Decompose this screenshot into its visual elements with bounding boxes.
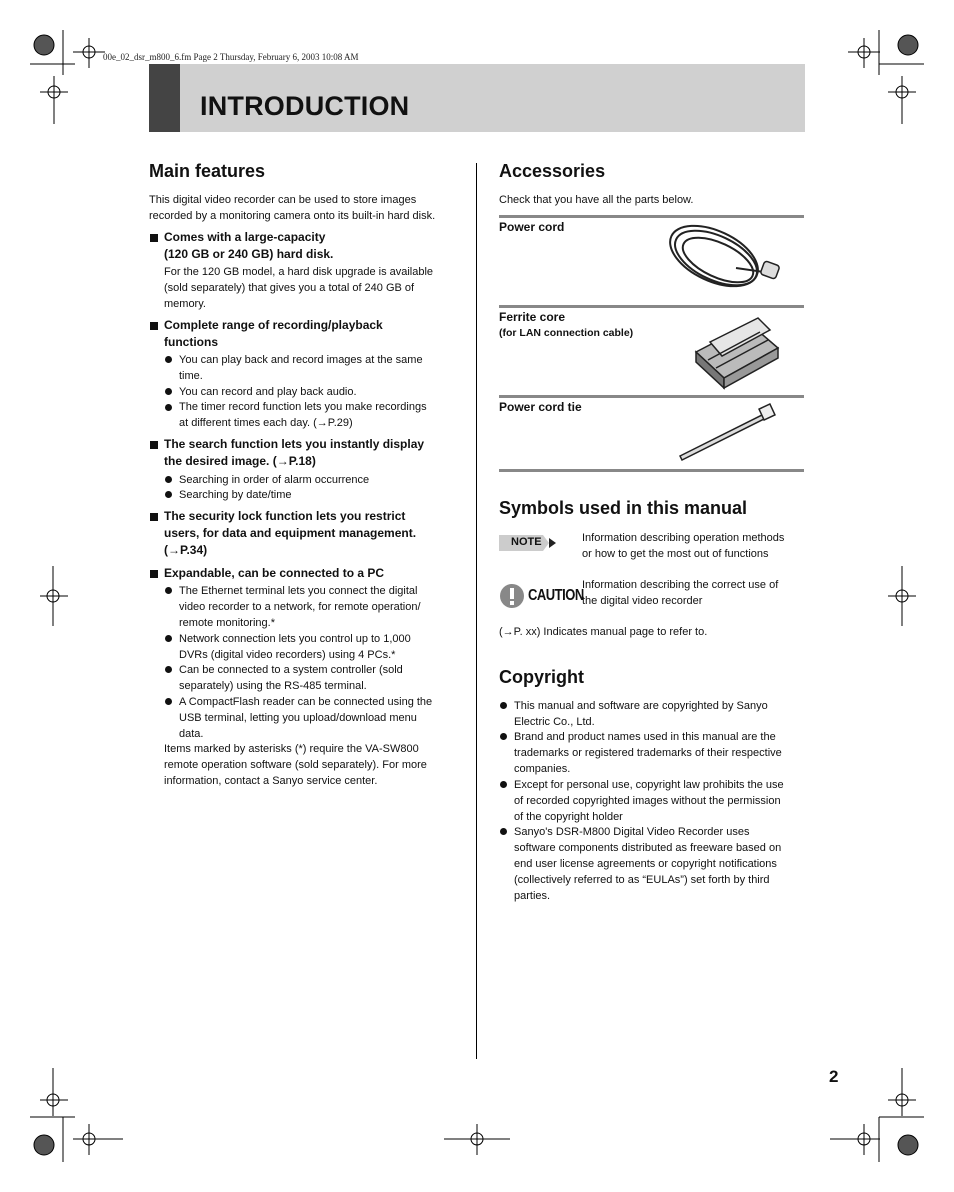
copyright-heading: Copyright: [499, 667, 584, 687]
note-description-line: Information describing operation methods: [582, 532, 785, 544]
caution-description-line: the digital video recorder: [582, 595, 703, 607]
copyright-line: Electric Co., Ltd.: [514, 716, 595, 728]
bullet-line: You can play back and record images at the same: [179, 354, 423, 366]
page-number: 2: [829, 1067, 839, 1086]
caution-badge: [499, 583, 584, 611]
bullet-line: data.: [179, 728, 204, 740]
bullet-dot-icon: [165, 388, 172, 395]
bullet-line: at different times each day. (→P.29): [179, 417, 353, 429]
bullet-line: The timer record function lets you make recordings: [179, 401, 427, 413]
asterisk-note: [164, 741, 427, 789]
copyright-line: companies.: [514, 763, 571, 775]
note-badge: [499, 535, 557, 551]
copyright-line: trademarks or registered trademarks of their respective: [514, 747, 782, 759]
bullet-dot-icon: [165, 404, 172, 411]
copyright-item: [514, 777, 784, 825]
bullet-item: [179, 352, 423, 384]
feature-title-line: (→P.34): [164, 543, 208, 557]
feature-title: [164, 229, 333, 263]
feature-title: [164, 436, 424, 470]
bullet-dot-icon: [165, 356, 172, 363]
copyright-line: Brand and product names used in this manual are the: [514, 731, 776, 743]
feature-title: [164, 508, 416, 559]
bullet-item: Searching by date/time: [179, 489, 292, 501]
copyright-line: Except for personal use, copyright law prohibits the use: [514, 779, 784, 791]
copyright-item: [514, 698, 768, 730]
bullet-line: USB terminal, letting you upload/download menu: [179, 712, 417, 724]
caution-badge-label: CAUTION: [528, 585, 584, 604]
bullet-dot-icon: [165, 587, 172, 594]
accessory-divider: [499, 469, 804, 472]
bullet-line: Network connection lets you control up to 1,000: [179, 633, 411, 645]
note-line: remote operation software (sold separately). For more: [164, 759, 427, 771]
power-cord-icon: [666, 222, 786, 296]
feature-body: [164, 264, 433, 312]
copyright-item: [514, 729, 782, 777]
column-divider: [476, 163, 477, 1059]
accessories-heading: Accessories: [499, 161, 606, 181]
caution-description: [582, 577, 778, 609]
main-features-intro: [149, 192, 435, 224]
feature-title-line: The security lock function lets you restrict: [164, 509, 406, 523]
bullet-dot-icon: [165, 666, 172, 673]
bullet-line: Can be connected to a system controller (sold: [179, 664, 403, 676]
accessory-divider: [499, 305, 804, 308]
feature-body-line: For the 120 GB model, a hard disk upgrade is available: [164, 266, 434, 278]
bullet-item: [179, 662, 403, 694]
feature-title-line: The search function lets you instantly display: [164, 437, 425, 451]
bullet-line: remote monitoring.*: [179, 617, 275, 629]
bullet-item: Searching in order of alarm occurrence: [179, 474, 370, 486]
bullet-dot-icon: [500, 733, 507, 740]
feature-body-line: (sold separately) that gives you a total of 240 GB of: [164, 282, 415, 294]
note-line: Items marked by asterisks (*) require the VA-SW800: [164, 743, 419, 755]
bullet-line: separately) using the RS-485 terminal.: [179, 680, 367, 692]
bullet-dot-icon: [500, 702, 507, 709]
bullet-item: [179, 399, 427, 431]
bullet-line: DVRs (digital video recorders) using 4 PCs.*: [179, 649, 396, 661]
note-description: [582, 530, 784, 562]
copyright-line: parties.: [514, 890, 551, 902]
accessory-label: Power cord: [499, 220, 565, 234]
bullet-item: You can record and play back audio.: [179, 386, 357, 398]
square-bullet-icon: [150, 441, 158, 449]
feature-title-line: (120 GB or 240 GB) hard disk.: [164, 247, 334, 261]
square-bullet-icon: [150, 234, 158, 242]
bullet-item: [179, 583, 421, 631]
feature-title: [164, 317, 383, 351]
file-header: 00e_02_dsr_m800_6.fm Page 2 Thursday, February 6, 2003 10:08 AM: [103, 52, 359, 62]
ferrite-core-icon: [690, 310, 786, 390]
bullet-line: time.: [179, 370, 203, 382]
bullet-line: video recorder to a network, for remote operation/: [179, 601, 421, 613]
copyright-line: software components distributed as freeware based on: [514, 842, 782, 854]
cable-tie-icon: [676, 402, 782, 464]
reference-note: (→P. xx) Indicates manual page to refer to.: [499, 626, 708, 638]
accessory-sublabel: (for LAN connection cable): [499, 327, 634, 339]
copyright-line: end user license agreements or copyright notifications: [514, 858, 777, 870]
feature-title-line: Complete range of recording/playback: [164, 318, 383, 332]
bullet-dot-icon: [500, 781, 507, 788]
square-bullet-icon: [150, 570, 158, 578]
bullet-dot-icon: [165, 476, 172, 483]
feature-title: Expandable, can be connected to a PC: [164, 566, 385, 580]
intro-line: recorded by a monitoring camera onto its built-in hard disk.: [149, 210, 436, 222]
accessory-divider: [499, 215, 804, 218]
copyright-line: (collectively referred to as “EULAs”) set forth by third: [514, 874, 770, 886]
bullet-line: A CompactFlash reader can be connected using the: [179, 696, 433, 708]
bullet-dot-icon: [165, 491, 172, 498]
copyright-line: of the copyright holder: [514, 811, 623, 823]
feature-title-line: the desired image. (→P.18): [164, 454, 316, 468]
feature-body-line: memory.: [164, 298, 206, 310]
note-description-line: or how to get the most out of functions: [582, 548, 769, 560]
bullet-item: [179, 694, 432, 742]
copyright-item: [514, 824, 781, 904]
bullet-line: The Ethernet terminal lets you connect the digital: [179, 585, 418, 597]
bullet-dot-icon: [165, 635, 172, 642]
copyright-line: Sanyo's DSR-M800 Digital Video Recorder uses: [514, 826, 750, 838]
feature-title-line: users, for data and equipment management.: [164, 526, 417, 540]
square-bullet-icon: [150, 513, 158, 521]
bullet-item: [179, 631, 411, 663]
bullet-dot-icon: [500, 828, 507, 835]
symbols-heading: Symbols used in this manual: [499, 498, 748, 518]
note-badge-label: NOTE: [511, 536, 542, 548]
exclamation-icon: [499, 583, 525, 609]
accessories-intro: Check that you have all the parts below.: [499, 194, 694, 206]
accessory-label: Power cord tie: [499, 400, 582, 414]
square-bullet-icon: [150, 322, 158, 330]
title-banner-accent: [149, 64, 180, 132]
copyright-line: This manual and software are copyrighted by Sanyo: [514, 700, 768, 712]
main-features-heading: Main features: [149, 161, 266, 181]
feature-title-line: functions: [164, 335, 218, 349]
accessory-label: Ferrite core: [499, 310, 566, 324]
intro-line: This digital video recorder can be used to store images: [149, 194, 417, 206]
caution-description-line: Information describing the correct use of: [582, 579, 779, 591]
bullet-dot-icon: [165, 698, 172, 705]
page-title: INTRODUCTION: [200, 91, 410, 121]
note-line: information, contact a Sanyo service center.: [164, 775, 378, 787]
accessory-divider: [499, 395, 804, 398]
feature-title-line: Comes with a large-capacity: [164, 230, 326, 244]
copyright-line: of recorded copyrighted images without the permission: [514, 795, 781, 807]
